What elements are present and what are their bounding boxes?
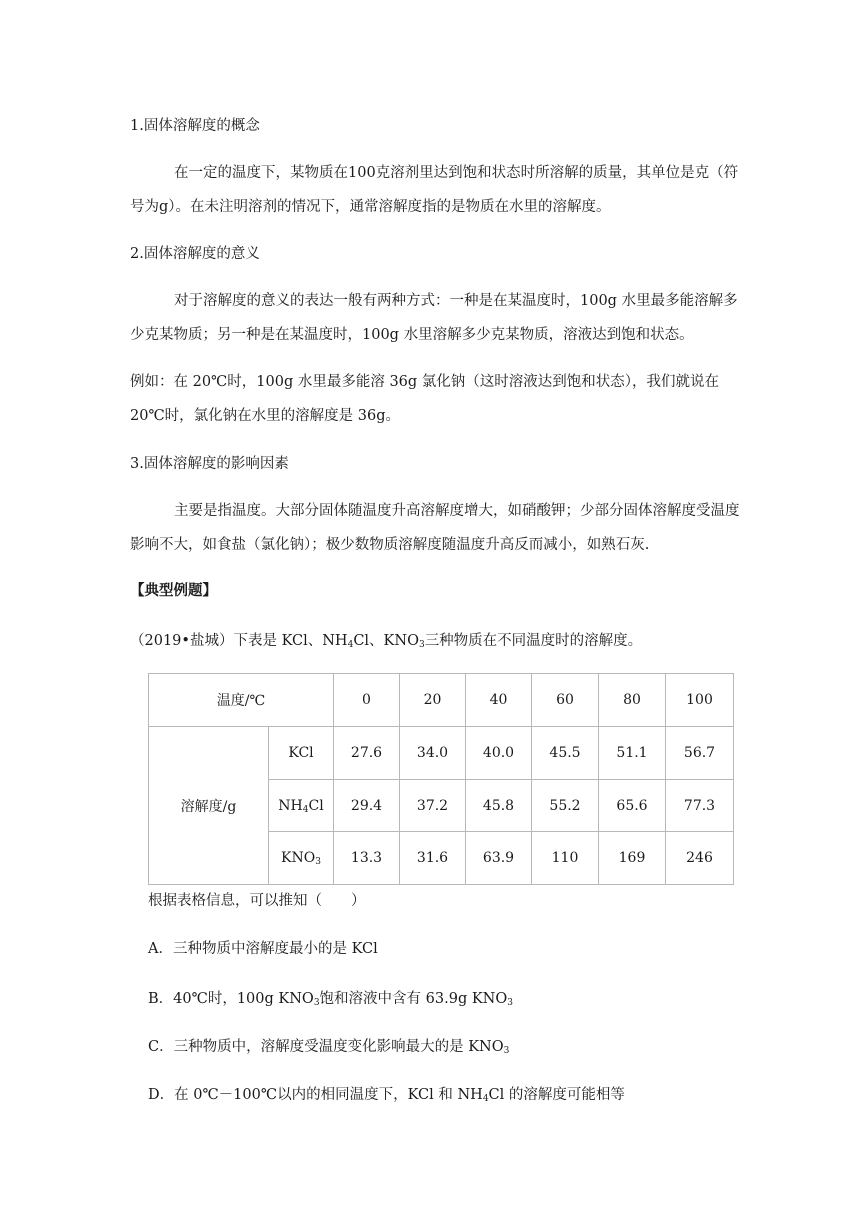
value-cell: 40.0	[466, 727, 532, 780]
example-heading: 【典型例题】	[130, 582, 217, 599]
temp-cell: 80	[599, 674, 666, 727]
substance-kno3: $KNO_3$	[269, 832, 334, 885]
option-b[interactable]: B．40℃时，100g $KNO_3$饱和溶液中含有 63.9g $KNO_3$	[148, 991, 513, 1008]
table-header-row	[149, 674, 734, 727]
value-cell: 29.4	[334, 780, 400, 832]
value-cell: 77.3	[666, 780, 734, 832]
section-2-title: 2.固体溶解度的意义	[130, 246, 260, 262]
temperature-header: 温度/℃	[149, 674, 334, 727]
option-c[interactable]: C．三种物质中，溶解度受温度变化影响最大的是 $KNO_3$	[148, 1039, 510, 1056]
value-cell: 51.1	[599, 727, 666, 780]
temp-cell: 40	[466, 674, 532, 727]
section-3-paragraph: 主要是指温度。大部分固体随温度升高溶解度增大，如硝酸钾；少部分固体溶解度受温度影响不大，如食盐（氯化钠）；极少数物质溶解度随温度升高反而减小，如熟石灰.	[130, 503, 740, 553]
value-cell: 63.9	[466, 832, 532, 885]
substance-nh4cl: $NH_4Cl$	[269, 780, 334, 832]
section-3-title: 3.固体溶解度的影响因素	[130, 456, 289, 472]
value-cell: 110	[532, 832, 599, 885]
section-1-title: 1.固体溶解度的概念	[130, 118, 260, 134]
value-cell: 37.2	[400, 780, 466, 832]
option-d[interactable]: D．在 0℃－100℃以内的相同温度下，KCl 和 $NH_4Cl$ 的溶解度可能相等	[148, 1087, 625, 1104]
solubility-table	[148, 673, 734, 885]
value-cell: 56.7	[666, 727, 734, 780]
section-2-example: 例如：在 20℃时，100g 水里最多能溶 36g 氯化钠（这时溶液达到饱和状态），我们就说在 20℃时，氯化钠在水里的溶解度是 36g。	[130, 374, 720, 424]
value-cell: 55.2	[532, 780, 599, 832]
value-cell: 65.6	[599, 780, 666, 832]
value-cell: 34.0	[400, 727, 466, 780]
value-cell: 169	[599, 832, 666, 885]
section-2-paragraph: 对于溶解度的意义的表达一般有两种方式：一种是在某温度时，100g 水里最多能溶解多少克某物质；另一种是在某温度时，100g 水里溶解多少克某物质，溶液达到饱和状态。	[130, 293, 738, 343]
temp-cell: 60	[532, 674, 599, 727]
value-cell: 45.8	[466, 780, 532, 832]
substance-kcl: KCl	[269, 727, 334, 780]
temp-cell: 0	[334, 674, 400, 727]
solubility-group-label: 溶解度/g	[149, 727, 269, 885]
value-cell: 31.6	[400, 832, 466, 885]
temp-cell: 20	[400, 674, 466, 727]
value-cell: 246	[666, 832, 734, 885]
question-intro: （2019•盐城）下表是 KCl、$NH_4Cl$、$KNO_3$三种物质在不同温度时的溶解度。	[130, 633, 643, 650]
section-1-paragraph: 在一定的温度下，某物质在100克溶剂里达到饱和状态时所溶解的质量，其单位是克（符号为g）。在未注明溶剂的情况下，通常溶解度指的是物质在水里的溶解度。	[130, 165, 739, 215]
table-row-kcl	[149, 727, 734, 780]
value-cell: 27.6	[334, 727, 400, 780]
question-follow-up: 根据表格信息，可以推知（ ）	[148, 893, 366, 909]
option-a[interactable]: A．三种物质中溶解度最小的是 KCl	[148, 941, 378, 957]
temp-cell: 100	[666, 674, 734, 727]
value-cell: 13.3	[334, 832, 400, 885]
value-cell: 45.5	[532, 727, 599, 780]
